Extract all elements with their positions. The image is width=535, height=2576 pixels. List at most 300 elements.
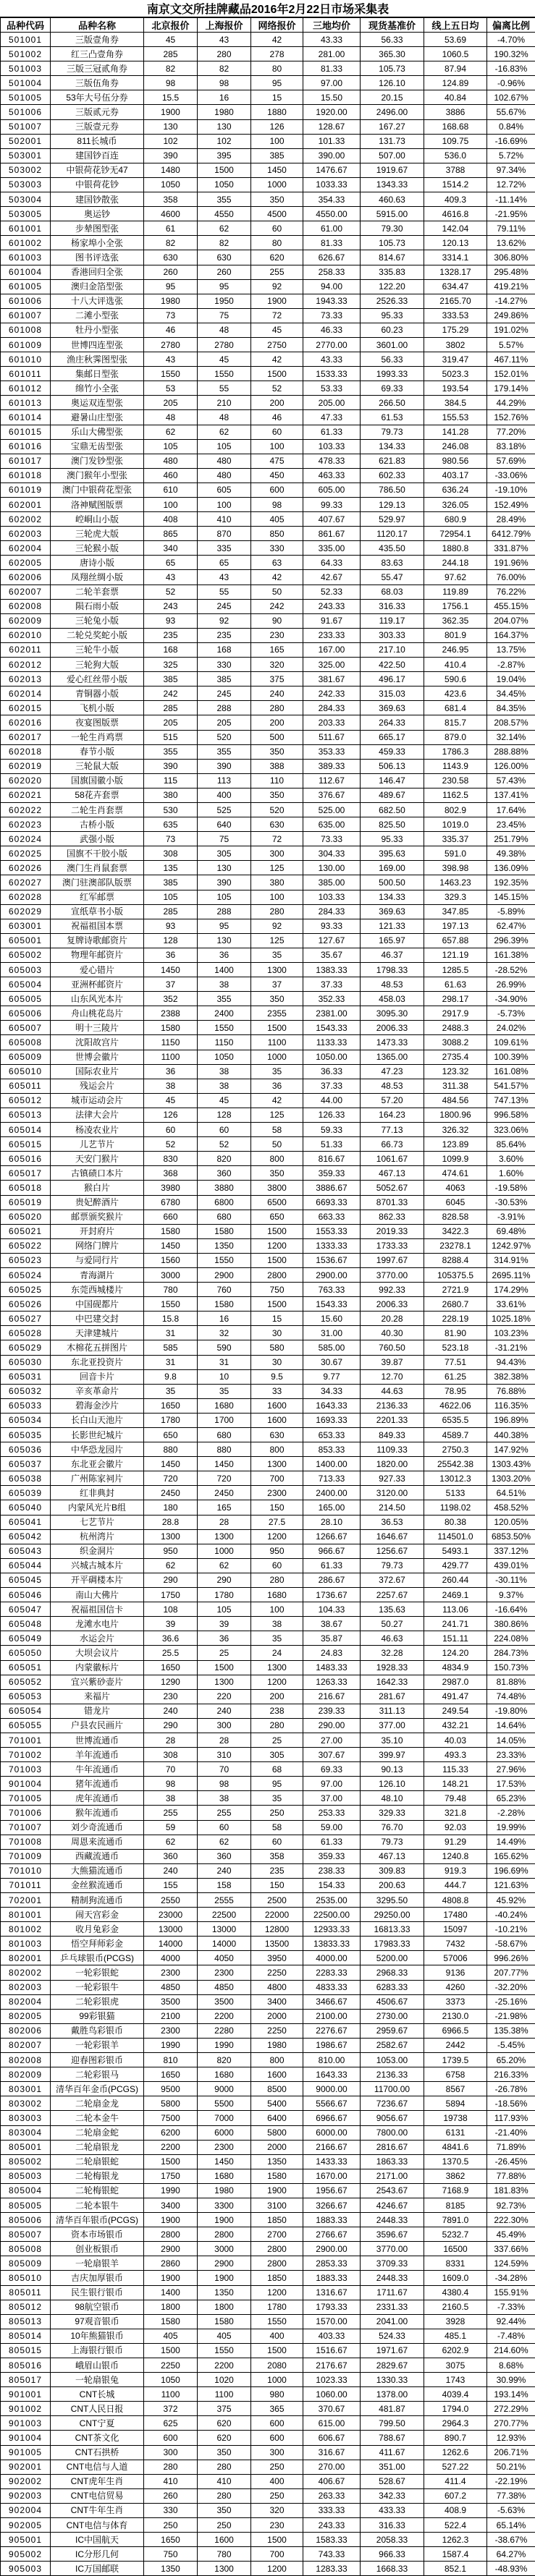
cell-online-5day-avg: 980.56 (424, 454, 487, 468)
cell-deviation-ratio: 0.84% (487, 119, 535, 134)
cell-name: 中银荷花钞 (51, 177, 144, 192)
table-row (1, 47, 535, 61)
cell-code: 605031 (1, 1369, 51, 1384)
cell-network-quote: 1500 (251, 1253, 303, 1267)
cell-beijing-quote: 1900 (144, 2213, 198, 2227)
cell-three-area-avg: 407.67 (303, 512, 361, 527)
cell-deviation-ratio: 306.80% (487, 250, 535, 265)
cell-network-quote: 630 (251, 1428, 303, 1442)
cell-network-quote: 35 (251, 948, 303, 962)
cell-name: 悟空拜师彩金 (51, 1937, 144, 1951)
cell-spot-base-price: 1646.67 (361, 1529, 424, 1544)
cell-code: 701008 (1, 1835, 51, 1849)
cell-online-5day-avg: 79.48 (424, 1791, 487, 1806)
cell-three-area-avg: 101.33 (303, 134, 361, 148)
cell-name: 刘少奇流通币 (51, 1820, 144, 1835)
table-row (1, 759, 535, 773)
cell-three-area-avg: 69.33 (303, 1762, 361, 1777)
cell-network-quote: 60 (251, 1558, 303, 1573)
cell-spot-base-price: 164.23 (361, 1108, 424, 1122)
cell-shanghai-quote: 92 (198, 613, 251, 628)
cell-deviation-ratio: 455.15% (487, 599, 535, 613)
cell-shanghai-quote: 55 (198, 381, 251, 396)
cell-three-area-avg: 42.67 (303, 570, 361, 585)
cell-three-area-avg: 94.00 (303, 279, 361, 294)
cell-deviation-ratio: 996.58% (487, 1108, 535, 1122)
cell-online-5day-avg: 120.13 (424, 236, 487, 250)
cell-deviation-ratio: 102.67% (487, 90, 535, 105)
cell-deviation-ratio: 1303.43% (487, 1457, 535, 1471)
cell-network-quote: 1880 (251, 105, 303, 119)
cell-code: 605012 (1, 1093, 51, 1108)
cell-network-quote: 45 (251, 323, 303, 337)
cell-code: 601009 (1, 337, 51, 352)
cell-network-quote: 280 (251, 1718, 303, 1733)
cell-shanghai-quote: 350 (198, 2503, 251, 2517)
table-row (1, 1210, 535, 1224)
cell-deviation-ratio: 6412.79% (487, 527, 535, 541)
cell-shanghai-quote: 288 (198, 904, 251, 919)
cell-code: 605025 (1, 1283, 51, 1297)
cell-network-quote: 400 (251, 2474, 303, 2488)
cell-network-quote: 2000 (251, 2009, 303, 2023)
table-row (1, 904, 535, 919)
cell-code: 501006 (1, 105, 51, 119)
cell-spot-base-price: 329.33 (361, 1806, 424, 1820)
cell-three-area-avg: 861.67 (303, 527, 361, 541)
cell-code: 605021 (1, 1224, 51, 1238)
cell-spot-base-price: 2041.00 (361, 2314, 424, 2329)
cell-deviation-ratio: 14.64% (487, 1718, 535, 1733)
cell-code: 605043 (1, 1544, 51, 1558)
cell-three-area-avg: 154.33 (303, 1878, 361, 1892)
cell-online-5day-avg: 852.1 (424, 2562, 487, 2576)
cell-name: 物理年邮资片 (51, 948, 144, 962)
cell-online-5day-avg: 53.69 (424, 33, 487, 47)
cell-deviation-ratio: 270.77% (487, 2416, 535, 2431)
cell-shanghai-quote: 14000 (198, 1937, 251, 1951)
cell-name: 爱心红丝带小版 (51, 672, 144, 686)
cell-spot-base-price: 395.63 (361, 846, 424, 861)
cell-online-5day-avg: 197.13 (424, 919, 487, 933)
table-row (1, 33, 535, 47)
table-row (1, 294, 535, 308)
cell-code: 602008 (1, 599, 51, 613)
cell-shanghai-quote: 62 (198, 1558, 251, 1573)
cell-three-area-avg: 5566.67 (303, 2096, 361, 2111)
cell-shanghai-quote: 330 (198, 658, 251, 672)
cell-online-5day-avg: 1328.17 (424, 265, 487, 279)
cell-spot-base-price: 529.97 (361, 512, 424, 527)
cell-beijing-quote: 135 (144, 861, 198, 875)
cell-network-quote: 250 (251, 2460, 303, 2474)
cell-deviation-ratio: 76.00% (487, 570, 535, 585)
cell-beijing-quote: 405 (144, 2329, 198, 2343)
cell-spot-base-price: 135.63 (361, 1602, 424, 1617)
cell-shanghai-quote: 60 (198, 1820, 251, 1835)
cell-online-5day-avg: 423.6 (424, 686, 487, 701)
cell-online-5day-avg: 57006 (424, 1951, 487, 1965)
column-header-name: 品种名称 (51, 17, 144, 33)
cell-deviation-ratio: -5.73% (487, 1006, 535, 1021)
cell-deviation-ratio: -19.58% (487, 1181, 535, 1195)
cell-spot-base-price: 399.97 (361, 1748, 424, 1762)
cell-shanghai-quote: 820 (198, 2053, 251, 2067)
cell-network-quote: 27.5 (251, 1515, 303, 1529)
cell-code: 901001 (1, 2387, 51, 2402)
cell-shanghai-quote: 630 (198, 250, 251, 265)
cell-three-area-avg: 165.00 (303, 1500, 361, 1515)
cell-online-5day-avg: 4039.4 (424, 2387, 487, 2402)
cell-code: 605019 (1, 1195, 51, 1210)
cell-code: 605003 (1, 963, 51, 977)
cell-shanghai-quote: 36 (198, 1631, 251, 1646)
cell-network-quote: 1200 (251, 1238, 303, 1253)
column-header-online-5day-avg: 线上五日均 (424, 17, 487, 33)
cell-online-5day-avg: 5493.1 (424, 1544, 487, 1558)
cell-name: 长白山天池片 (51, 1413, 144, 1427)
table-row (1, 2285, 535, 2300)
table-row (1, 2169, 535, 2183)
cell-network-quote: 358 (251, 1849, 303, 1863)
cell-network-quote: 450 (251, 468, 303, 483)
cell-online-5day-avg: 1786.3 (424, 744, 487, 759)
cell-code: 602001 (1, 498, 51, 512)
cell-spot-base-price: 992.33 (361, 1283, 424, 1297)
cell-three-area-avg: 27.00 (303, 1733, 361, 1747)
cell-code: 602017 (1, 730, 51, 744)
cell-name: 西藏流通币 (51, 1849, 144, 1863)
cell-deviation-ratio: 458.52% (487, 1500, 535, 1515)
cell-shanghai-quote: 105 (198, 439, 251, 454)
cell-deviation-ratio: 9.37% (487, 1588, 535, 1602)
cell-beijing-quote: 1150 (144, 1035, 198, 1050)
table-row (1, 498, 535, 512)
cell-deviation-ratio: 26.99% (487, 977, 535, 992)
cell-shanghai-quote: 2400 (198, 1006, 251, 1021)
cell-shanghai-quote: 13000 (198, 1922, 251, 1937)
cell-name: 宜兴紫砂壶片 (51, 1675, 144, 1689)
cell-network-quote: 9.5 (251, 1369, 303, 1384)
cell-online-5day-avg: 87.94 (424, 61, 487, 76)
table-row (1, 163, 535, 177)
cell-online-5day-avg: 141.28 (424, 425, 487, 439)
cell-beijing-quote: 4600 (144, 207, 198, 221)
cell-online-5day-avg: 3802 (424, 337, 487, 352)
cell-three-area-avg: 1883.33 (303, 2213, 361, 2227)
cell-spot-base-price: 506.13 (361, 759, 424, 773)
cell-spot-base-price: 1109.33 (361, 1442, 424, 1457)
cell-name: 一轮生肖鸡票 (51, 730, 144, 744)
table-row (1, 715, 535, 730)
cell-three-area-avg: 853.33 (303, 1442, 361, 1457)
cell-network-quote: 330 (251, 541, 303, 556)
cell-code: 802001 (1, 1951, 51, 1965)
cell-name: CNT茶文化 (51, 2431, 144, 2445)
table-row (1, 323, 535, 337)
cell-shanghai-quote: 680 (198, 1210, 251, 1224)
cell-shanghai-quote: 102 (198, 134, 251, 148)
cell-code: 602012 (1, 658, 51, 672)
cell-deviation-ratio: 191.02% (487, 323, 535, 337)
cell-online-5day-avg: 1756.1 (424, 599, 487, 613)
table-row (1, 642, 535, 657)
cell-name: 邮票颁奖猴片 (51, 1210, 144, 1224)
cell-name: 二滩小型张 (51, 308, 144, 323)
cell-beijing-quote: 1300 (144, 1529, 198, 1544)
cell-code: 605026 (1, 1297, 51, 1312)
cell-shanghai-quote: 1400 (198, 963, 251, 977)
cell-online-5day-avg: 7168.9 (424, 2183, 487, 2198)
cell-network-quote: 3950 (251, 1951, 303, 1965)
cell-three-area-avg: 52.33 (303, 585, 361, 599)
cell-spot-base-price: 16813.33 (361, 1922, 424, 1937)
cell-beijing-quote: 280 (144, 2460, 198, 2474)
cell-name: 开平碉楼本片 (51, 1573, 144, 1587)
cell-code: 605020 (1, 1210, 51, 1224)
table-row (1, 890, 535, 904)
cell-code: 602013 (1, 672, 51, 686)
cell-shanghai-quote: 2900 (198, 1267, 251, 1282)
cell-spot-base-price: 2829.67 (361, 2358, 424, 2373)
cell-spot-base-price: 146.47 (361, 773, 424, 788)
cell-deviation-ratio: 69.48% (487, 1224, 535, 1238)
table-row (1, 2111, 535, 2125)
cell-code: 605032 (1, 1384, 51, 1398)
cell-network-quote: 60 (251, 221, 303, 236)
cell-deviation-ratio: 179.14% (487, 381, 535, 396)
cell-spot-base-price: 435.50 (361, 541, 424, 556)
cell-name: 三版三冠贰角券 (51, 61, 144, 76)
cell-spot-base-price: 4506.67 (361, 1994, 424, 2009)
cell-network-quote: 620 (251, 250, 303, 265)
cell-network-quote: 475 (251, 454, 303, 468)
cell-shanghai-quote: 38 (198, 977, 251, 992)
cell-code: 605023 (1, 1253, 51, 1267)
cell-name: 大坝会议片 (51, 1646, 144, 1660)
cell-online-5day-avg: 155.53 (424, 410, 487, 425)
cell-name: 乐山大佛型张 (51, 425, 144, 439)
cell-name: IC万国邮联 (51, 2562, 144, 2576)
cell-spot-base-price: 50.27 (361, 1617, 424, 1631)
cell-spot-base-price: 2006.33 (361, 1021, 424, 1035)
cell-code: 602022 (1, 802, 51, 817)
cell-spot-base-price: 2496.00 (361, 105, 424, 119)
cell-spot-base-price: 2968.33 (361, 1965, 424, 1980)
table-row (1, 2140, 535, 2154)
cell-deviation-ratio: -21.98% (487, 2009, 535, 2023)
cell-shanghai-quote: 75 (198, 308, 251, 323)
cell-spot-base-price: 12.70 (361, 1369, 424, 1384)
cell-online-5day-avg: 2130.0 (424, 2009, 487, 2023)
cell-deviation-ratio: 13.62% (487, 236, 535, 250)
cell-code: 605045 (1, 1573, 51, 1587)
cell-shanghai-quote: 130 (198, 119, 251, 134)
cell-deviation-ratio: -18.56% (487, 2096, 535, 2111)
cell-code: 503002 (1, 163, 51, 177)
cell-spot-base-price: 621.83 (361, 454, 424, 468)
cell-deviation-ratio: -34.28% (487, 2271, 535, 2285)
cell-deviation-ratio: -26.45% (487, 2154, 535, 2169)
cell-name: 清华百年银币(PCGS) (51, 2213, 144, 2227)
cell-spot-base-price: 2136.33 (361, 1398, 424, 1413)
cell-name: 亚洲杯邮资片 (51, 977, 144, 992)
cell-deviation-ratio: 57.43% (487, 773, 535, 788)
cell-code: 605044 (1, 1558, 51, 1573)
cell-name: 三版壹元券 (51, 119, 144, 134)
cell-online-5day-avg: 321.8 (424, 1806, 487, 1820)
cell-deviation-ratio: 747.13% (487, 1093, 535, 1108)
cell-deviation-ratio: -4.70% (487, 33, 535, 47)
cell-network-quote: 250 (251, 1806, 303, 1820)
cell-name: 木棉花五拼图片 (51, 1340, 144, 1355)
cell-network-quote: 58 (251, 1820, 303, 1835)
cell-code: 805007 (1, 2227, 51, 2242)
cell-three-area-avg: 2900.00 (303, 2242, 361, 2256)
table-row (1, 221, 535, 236)
cell-beijing-quote: 1480 (144, 163, 198, 177)
cell-spot-base-price: 814.67 (361, 250, 424, 265)
cell-code: 605050 (1, 1646, 51, 1660)
cell-deviation-ratio: 77.88% (487, 2169, 535, 2183)
cell-name: 精制狗流通币 (51, 1893, 144, 1908)
cell-spot-base-price: 2582.67 (361, 2038, 424, 2052)
cell-shanghai-quote: 62 (198, 425, 251, 439)
cell-code: 601008 (1, 323, 51, 337)
cell-beijing-quote: 308 (144, 1748, 198, 1762)
cell-network-quote: 2800 (251, 1267, 303, 1282)
cell-deviation-ratio: -16.69% (487, 134, 535, 148)
table-row (1, 2445, 535, 2460)
cell-spot-base-price: 2730.00 (361, 2009, 424, 2023)
cell-online-5day-avg: 17480 (424, 1908, 487, 1922)
table-row (1, 1602, 535, 1617)
cell-code: 701003 (1, 1762, 51, 1777)
cell-beijing-quote: 25.5 (144, 1646, 198, 1660)
table-row (1, 1486, 535, 1500)
cell-network-quote: 95 (251, 1777, 303, 1791)
cell-code: 503004 (1, 192, 51, 207)
cell-beijing-quote: 2900 (144, 2242, 198, 2256)
cell-code: 805016 (1, 2358, 51, 2373)
cell-network-quote: 8500 (251, 2082, 303, 2096)
cell-code: 503003 (1, 177, 51, 192)
cell-beijing-quote: 38 (144, 1791, 198, 1806)
cell-network-quote: 1900 (251, 294, 303, 308)
cell-network-quote: 320 (251, 2503, 303, 2517)
cell-online-5day-avg: 1743 (424, 2373, 487, 2387)
cell-code: 802007 (1, 2038, 51, 2052)
cell-spot-base-price: 1863.33 (361, 2154, 424, 2169)
cell-spot-base-price: 48.10 (361, 1791, 424, 1806)
cell-shanghai-quote: 16 (198, 90, 251, 105)
cell-deviation-ratio: 45.49% (487, 2227, 535, 2242)
cell-three-area-avg: 463.33 (303, 468, 361, 483)
table-row (1, 1384, 535, 1398)
cell-online-5day-avg: 1240.8 (424, 1849, 487, 1863)
cell-name: 53年大号伍分券 (51, 90, 144, 105)
cell-spot-base-price: 105.73 (361, 61, 424, 76)
cell-online-5day-avg: 119.89 (424, 585, 487, 599)
cell-name: 羊年流通币 (51, 1748, 144, 1762)
cell-beijing-quote: 46 (144, 323, 198, 337)
cell-spot-base-price: 460.63 (361, 192, 424, 207)
cell-code: 602028 (1, 890, 51, 904)
cell-beijing-quote: 4000 (144, 1951, 198, 1965)
table-row (1, 1224, 535, 1238)
cell-three-area-avg: 37.00 (303, 1791, 361, 1806)
cell-beijing-quote: 408 (144, 512, 198, 527)
cell-network-quote: 235 (251, 1863, 303, 1878)
cell-shanghai-quote: 245 (198, 686, 251, 701)
cell-spot-base-price: 169.00 (361, 861, 424, 875)
cell-shanghai-quote: 45 (198, 352, 251, 367)
cell-shanghai-quote: 5500 (198, 2096, 251, 2111)
cell-shanghai-quote: 680 (198, 1428, 251, 1442)
cell-deviation-ratio: 323.06% (487, 1123, 535, 1137)
cell-spot-base-price: 524.33 (361, 2329, 424, 2343)
cell-spot-base-price: 40.30 (361, 1326, 424, 1340)
cell-beijing-quote: 810 (144, 2053, 198, 2067)
cell-three-area-avg: 73.33 (303, 308, 361, 323)
cell-deviation-ratio: 120.05% (487, 1515, 535, 1529)
cell-three-area-avg: 99.33 (303, 498, 361, 512)
cell-code: 602023 (1, 817, 51, 832)
table-row (1, 1006, 535, 1021)
cell-network-quote: 600 (251, 2416, 303, 2431)
cell-shanghai-quote: 1500 (198, 1660, 251, 1675)
cell-name: 澳门驻澳部队版票 (51, 875, 144, 890)
cell-shanghai-quote: 1050 (198, 177, 251, 192)
cell-code: 902003 (1, 2488, 51, 2503)
cell-network-quote: 60 (251, 425, 303, 439)
cell-beijing-quote: 3400 (144, 2198, 198, 2212)
cell-shanghai-quote: 1000 (198, 1544, 251, 1558)
cell-network-quote: 2700 (251, 2227, 303, 2242)
cell-code: 801003 (1, 1937, 51, 1951)
cell-online-5day-avg: 81.90 (424, 1326, 487, 1340)
cell-three-area-avg: 304.33 (303, 846, 361, 861)
cell-network-quote: 1300 (251, 1457, 303, 1471)
cell-deviation-ratio: -16.83% (487, 61, 535, 76)
cell-spot-base-price: 496.17 (361, 672, 424, 686)
cell-name: 青铜器小版 (51, 686, 144, 701)
cell-online-5day-avg: 1370.5 (424, 2154, 487, 2169)
cell-spot-base-price: 311.13 (361, 1704, 424, 1718)
cell-deviation-ratio: 97.34% (487, 163, 535, 177)
cell-code: 605038 (1, 1471, 51, 1486)
cell-beijing-quote: 102 (144, 134, 198, 148)
cell-online-5day-avg: 114501.0 (424, 1529, 487, 1544)
cell-name: CNT石拱桥 (51, 2445, 144, 2460)
cell-code: 605027 (1, 1312, 51, 1326)
cell-three-area-avg: 61.33 (303, 425, 361, 439)
cell-beijing-quote: 37 (144, 977, 198, 992)
cell-online-5day-avg: 491.47 (424, 1689, 487, 1704)
cell-network-quote: 1500 (251, 1297, 303, 1312)
cell-deviation-ratio: 81.88% (487, 1675, 535, 1689)
cell-three-area-avg: 316.67 (303, 2445, 361, 2460)
cell-name: 东莞西城楼片 (51, 1283, 144, 1297)
cell-deviation-ratio: 191.96% (487, 556, 535, 570)
table-row (1, 1166, 535, 1181)
cell-shanghai-quote: 70 (198, 1762, 251, 1777)
cell-three-area-avg: 385.00 (303, 875, 361, 890)
cell-name: 复牌诗歌邮资片 (51, 933, 144, 948)
cell-shanghai-quote: 1990 (198, 2038, 251, 2052)
cell-code: 601012 (1, 381, 51, 396)
cell-shanghai-quote: 48 (198, 323, 251, 337)
